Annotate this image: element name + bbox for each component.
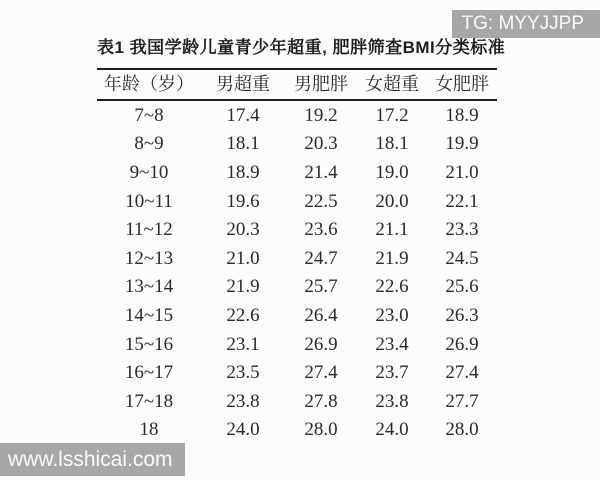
telegram-watermark: TG: MYYJJPP bbox=[452, 10, 600, 38]
table-cell: 17.2 bbox=[375, 104, 409, 126]
table-cell: 16~17 bbox=[124, 362, 174, 384]
table-cell: 20.3 bbox=[226, 219, 260, 241]
table-header bbox=[97, 69, 497, 100]
table-cell: 17.4 bbox=[226, 104, 260, 126]
bmi-table-section bbox=[97, 36, 506, 444]
table-cell: 12~13 bbox=[124, 247, 174, 269]
table-cell: 27.4 bbox=[304, 362, 338, 384]
table-cell: 23.8 bbox=[226, 390, 260, 412]
table-row bbox=[97, 187, 497, 216]
table-cell: 15~16 bbox=[124, 333, 174, 355]
table-cell: 21.4 bbox=[304, 161, 338, 183]
table-row bbox=[97, 244, 497, 273]
column-header: 女肥胖 bbox=[435, 74, 489, 94]
table-cell: 23.8 bbox=[375, 390, 409, 412]
table-cell: 23.7 bbox=[375, 362, 409, 384]
table-cell: 21.0 bbox=[226, 247, 260, 269]
table-cell: 20.3 bbox=[304, 133, 338, 155]
table-row bbox=[97, 100, 497, 130]
table-cell: 20.0 bbox=[375, 190, 409, 212]
table-cell: 23.6 bbox=[304, 219, 338, 241]
table-cell: 8~9 bbox=[134, 133, 164, 155]
table-cell: 7~8 bbox=[134, 104, 164, 126]
table-cell: 18 bbox=[139, 419, 159, 441]
table-cell: 18.1 bbox=[226, 133, 260, 155]
table-cell: 9~10 bbox=[129, 161, 169, 183]
table-row bbox=[97, 273, 497, 302]
table-body bbox=[97, 100, 497, 444]
table-cell: 24.7 bbox=[304, 247, 338, 269]
bmi-table bbox=[97, 68, 497, 444]
column-header: 男肥胖 bbox=[294, 74, 348, 94]
table-cell: 21.9 bbox=[375, 247, 409, 269]
table-cell: 26.3 bbox=[445, 304, 479, 326]
table-cell: 22.5 bbox=[304, 190, 338, 212]
table-row bbox=[97, 215, 497, 244]
table-cell: 28.0 bbox=[304, 419, 338, 441]
table-cell: 23.5 bbox=[226, 362, 260, 384]
table-row bbox=[97, 158, 497, 187]
table-cell: 23.0 bbox=[375, 304, 409, 326]
table-cell: 11~12 bbox=[125, 219, 173, 241]
table-cell: 27.4 bbox=[445, 362, 479, 384]
table-cell: 21.9 bbox=[226, 276, 260, 298]
table-cell: 26.9 bbox=[445, 333, 479, 355]
table-cell: 10~11 bbox=[125, 190, 173, 212]
table-cell: 23.3 bbox=[445, 219, 479, 241]
table-cell: 22.6 bbox=[375, 276, 409, 298]
table-row bbox=[97, 301, 497, 330]
table-cell: 18.1 bbox=[375, 133, 409, 155]
table-row bbox=[97, 330, 497, 359]
table-cell: 28.0 bbox=[445, 419, 479, 441]
table-cell: 21.0 bbox=[445, 161, 479, 183]
column-header: 女超重 bbox=[365, 74, 419, 94]
table-cell: 14~15 bbox=[124, 304, 174, 326]
table-cell: 24.5 bbox=[445, 247, 479, 269]
table-row bbox=[97, 387, 497, 416]
table-cell: 19.0 bbox=[375, 161, 409, 183]
table-cell: 13~14 bbox=[124, 276, 174, 298]
table-cell: 22.6 bbox=[226, 304, 260, 326]
table-cell: 24.0 bbox=[226, 419, 260, 441]
table-cell: 23.1 bbox=[226, 333, 260, 355]
website-watermark: www.lsshicai.com bbox=[0, 443, 185, 476]
table-cell: 25.6 bbox=[445, 276, 479, 298]
table-cell: 27.8 bbox=[304, 390, 338, 412]
table-title: 表1 我国学龄儿童青少年超重, 肥胖筛查BMI分类标准 bbox=[97, 38, 506, 57]
table-cell: 26.4 bbox=[304, 304, 338, 326]
table-cell: 21.1 bbox=[375, 219, 409, 241]
table-cell: 18.9 bbox=[445, 104, 479, 126]
table-cell: 27.7 bbox=[445, 390, 479, 412]
table-cell: 18.9 bbox=[226, 161, 260, 183]
table-cell: 25.7 bbox=[304, 276, 338, 298]
table-cell: 24.0 bbox=[375, 419, 409, 441]
column-header: 男超重 bbox=[216, 74, 270, 94]
table-row bbox=[97, 416, 497, 445]
table-cell: 22.1 bbox=[445, 190, 479, 212]
table-cell: 19.2 bbox=[304, 104, 338, 126]
table-row bbox=[97, 358, 497, 387]
table-cell: 19.6 bbox=[226, 190, 260, 212]
table-row bbox=[97, 130, 497, 159]
table-cell: 23.4 bbox=[375, 333, 409, 355]
table-cell: 26.9 bbox=[304, 333, 338, 355]
table-header-row bbox=[97, 69, 497, 100]
table-cell: 19.9 bbox=[445, 133, 479, 155]
table-cell: 17~18 bbox=[124, 390, 174, 412]
column-header: 年龄（岁） bbox=[104, 74, 194, 94]
